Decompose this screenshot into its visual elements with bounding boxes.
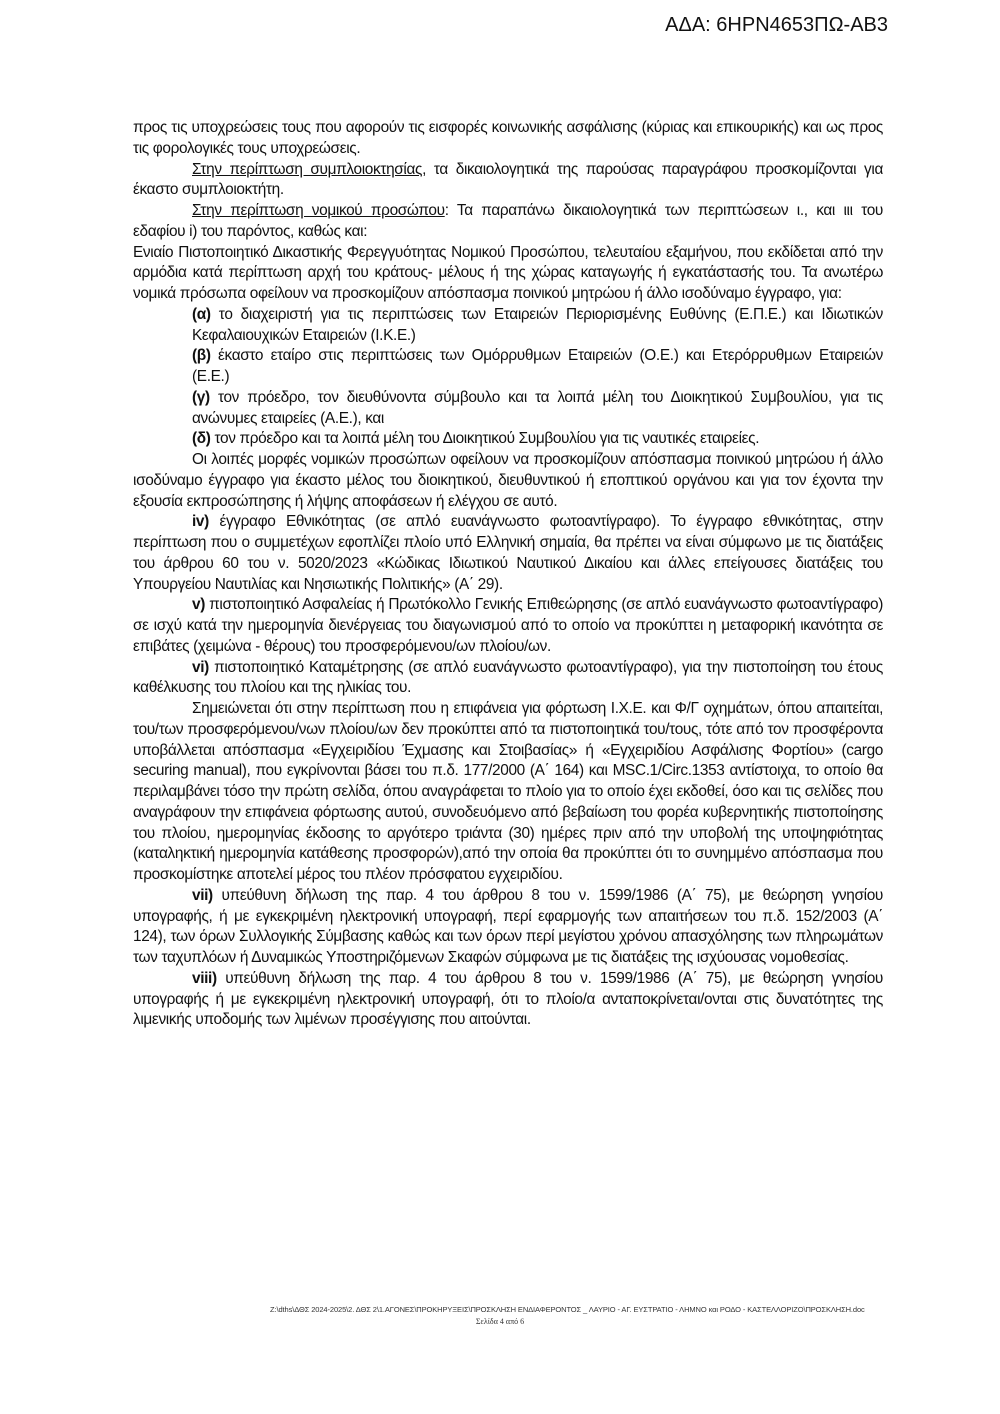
ada-identifier: ΑΔΑ: 6ΗΡΝ4653ΠΩ-ΑΒ3 <box>665 14 888 36</box>
paragraph-other-entities: Οι λοιπές μορφές νομικών προσώπων οφείλουν να προσκομίζουν απόσπασμα ποινικού μητρώου ή άλλο ισοδύναμο έγγραφο για έκαστο μέλος του διοικητικού, διευθυντικού ή εποπτικού οργάνου και για τον έχοντα την εξουσία εκπροσώπησης ή λήψης αποφάσεων ή ελέγχου σε αυτό. <box>133 451 883 510</box>
item-viii-declaration: viii) υπεύθυνη δήλωση της παρ. 4 του άρθρου 8 του ν. 1599/1986 (Α΄ 75), με θεώρηση γνησίου υπογραφής ή με εγκεκριμένη ηλεκτρονική υπογραφή, ότι το πλοίο/α ανταποκρίνεται/ονται στις δυνατότητες της λιμενικής υποδομής των λιμένων προσέγγισης που αιτούνται. <box>133 969 883 1029</box>
page-number: Σελίδα 4 από 6 <box>475 1317 525 1326</box>
heading-co-ownership: Στην περίπτωση συμπλοιοκτησίας <box>192 160 423 178</box>
list-item-b: (β) έκαστο εταίρο στις περιπτώσεις των Ομόρρυθμων Εταιρειών (Ο.Ε.) και Ετερόρρυθμων Εταιρειών (Ε.Ε.) <box>192 347 883 385</box>
paragraph-legal-entity: Στην περίπτωση νομικού προσώπου: Τα παραπάνω δικαιολογητικά των περιπτώσεων ι., και ιιι του εδαφίου i) του παρόντος, καθώς και: <box>133 202 883 240</box>
item-iv-nationality: iv) έγγραφο Εθνικότητας (σε απλό ευανάγνωστο φωτοαντίγραφο). Το έγγραφο εθνικότητας, στην περίπτωση που ο συμμετέχων εφοπλίζει πλοίο υπό Ελληνική σημαία, θα πρέπει να είναι σύμφωνο με τις διατάξεις του άρθρου 60 του ν. 5020/2023 «Κώδικας Ιδιωτικού Ναυτικού Δικαίου και άλλες επείγουσες διατάξεις του Υπουργείου Ναυτιλίας και Νησιωτικής Πολιτικής» (Α΄ 29). <box>133 513 883 593</box>
document-body <box>133 118 883 1031</box>
item-vii-declaration: vii) υπεύθυνη δήλωση της παρ. 4 του άρθρου 8 του ν. 1599/1986 (Α΄ 75), με θεώρηση γνησίου υπογραφής, ή με εγκεκριμένη ηλεκτρονική υπογραφή, περί εφαρμογής των απαιτήσεων του π.δ. 152/2003 (Α΄ 124), των όρων Συλλογικής Σύμβασης καθώς και των όρων περί μεγίστου χρόνου απασχόλησης των πληρωμάτων των ταχυπλόων ή Δυναμικώς Υποστηριζόμενων Σκαφών σύμφωνα με τις διατάξεις της ισχύουσας νομοθεσίας. <box>133 886 883 966</box>
page-footer <box>0 1304 1000 1328</box>
paragraph-loading-surface: Σημειώνεται ότι στην περίπτωση που η επιφάνεια για φόρτωση Ι.Χ.Ε. και Φ/Γ οχημάτων, όπου απαιτείται, του/των προσφερόμενου/νων πλοίου/ων δεν προκύπτει από τα πιστοποιητικά του/τους, τότε από τον προσφέροντα υποβάλλεται απόσπασμα «Εγχειριδίου Έχμασης και Στοιβασίας» ή «Εγχειριδίου Ασφάλισης Φορτίου» (cargo securing manual), που εγκρίνονται βάσει του π.δ. 177/2000 (Α΄ 164) και MSC.1/Circ.1353 αντίστοιχα, το οποίο θα περιλαμβάνει τόσο την πρώτη σελίδα, όπου αναγράφεται το πλοίο για το οποίο έχει εκδοθεί, όσο και τις σελίδες που αναγράφουν την επιφάνεια φόρτωσης αυτού, συνοδευόμενο από βεβαίωση του φορέα κυβερνητικής πιστοποίησης του πλοίου, ημερομηνίας έκδοσης το αργότερο τριάντα (30) ημέρες πριν από την υποβολή της υποψηφιότητας (καταληκτική ημερομηνία κατάθεσης προσφορών),από την οποία θα προκύπτει ότι το συνημμένο απόσπασμα που προσκομίστηκε αποτελεί μέρος του πλέον πρόσφατου εγχειριδίου. <box>133 700 883 883</box>
item-v-safety-certificate: v) πιστοποιητικό Ασφαλείας ή Πρωτόκολλο Γενικής Επιθεώρησης (σε απλό ευανάγνωστο φωτοαντίγραφο) σε ισχύ κατά την ημερομηνία διενέργειας του διαγωνισμού από το οποίο να προκύπτει η μεταφορική ικανότητα σε επιβάτες (χειμώνα - θέρους) του προσφερόμενου/ων πλοίου/ων. <box>133 596 883 655</box>
paragraph-solvency-certificate: Ενιαίο Πιστοποιητικό Δικαστικής Φερεγγυότητας Νομικού Προσώπου, τελευταίου εξαμήνου, που εκδίδεται από την αρμόδια κατά περίπτωση αρχή του κράτους- μέλους ή της χώρας καταγωγής ή εγκατάστασής του. Τα ανωτέρω νομικά πρόσωπα οφείλουν να προσκομίζουν απόσπασμα ποινικού μητρώου ή άλλο ισοδύναμο έγγραφο, για: <box>133 243 883 302</box>
file-path: Z:\dths\ΔΘΣ 2024-2025\2. ΔΘΣ 2\1.ΑΓΟΝΕΣ\ΠΡΟΚΗΡΥΞΕΙΣ\ΠΡΟΣΚΛΗΣΗ ΕΝΔΙΑΦΕΡΟΝΤΟΣ _ ΛΑΥΡΙΟ - ΑΓ. ΕΥΣΤΡΑΤΙΟ - ΛΗΜΝΟ και ΡΟΔΟ - ΚΑΣΤΕΛΛΟΡΙΖΟ\ΠΡΟΣΚΛΗΣΗ.doc <box>270 1305 865 1314</box>
list-item-a: (α) το διαχειριστή για τις περιπτώσεις των Εταιρειών Περιορισμένης Ευθύνης (Ε.Π.Ε.) και Ιδιωτικών Κεφαλαιουχικών Εταιρειών (Ι.Κ.Ε.) <box>192 305 883 344</box>
entity-list <box>133 305 883 450</box>
paragraph-tax-obligations: προς τις υποχρεώσεις τους που αφορούν τις εισφορές κοινωνικής ασφάλισης (κύριας και επικουρικής) και ως προς τις φορολογικές τους υποχρεώσεις. <box>133 119 883 157</box>
heading-legal-entity: Στην περίπτωση νομικού προσώπου <box>192 202 445 219</box>
item-vi-tonnage-certificate: vi) πιστοποιητικό Καταμέτρησης (σε απλό ευανάγνωστο φωτοαντίγραφο), για την πιστοποίηση του έτους καθέλκυσης του πλοίου και της ηλικίας του. <box>133 658 883 697</box>
paragraph-co-ownership: Στην περίπτωση συμπλοιοκτησίας, τα δικαιολογητικά της παρούσας παραγράφου προσκομίζονται για έκαστο συμπλοιοκτήτη. <box>133 160 884 199</box>
list-item-c: (γ) τον πρόεδρο, τον διευθύνοντα σύμβουλο και τα λοιπά μέλη του Διοικητικού Συμβουλίου, για τις ανώνυμες εταιρείες (Α.Ε.), και <box>192 388 883 427</box>
list-item-d: (δ) τον πρόεδρο και τα λοιπά μέλη του Διοικητικού Συμβουλίου για τις ναυτικές εταιρείες. <box>192 430 760 448</box>
